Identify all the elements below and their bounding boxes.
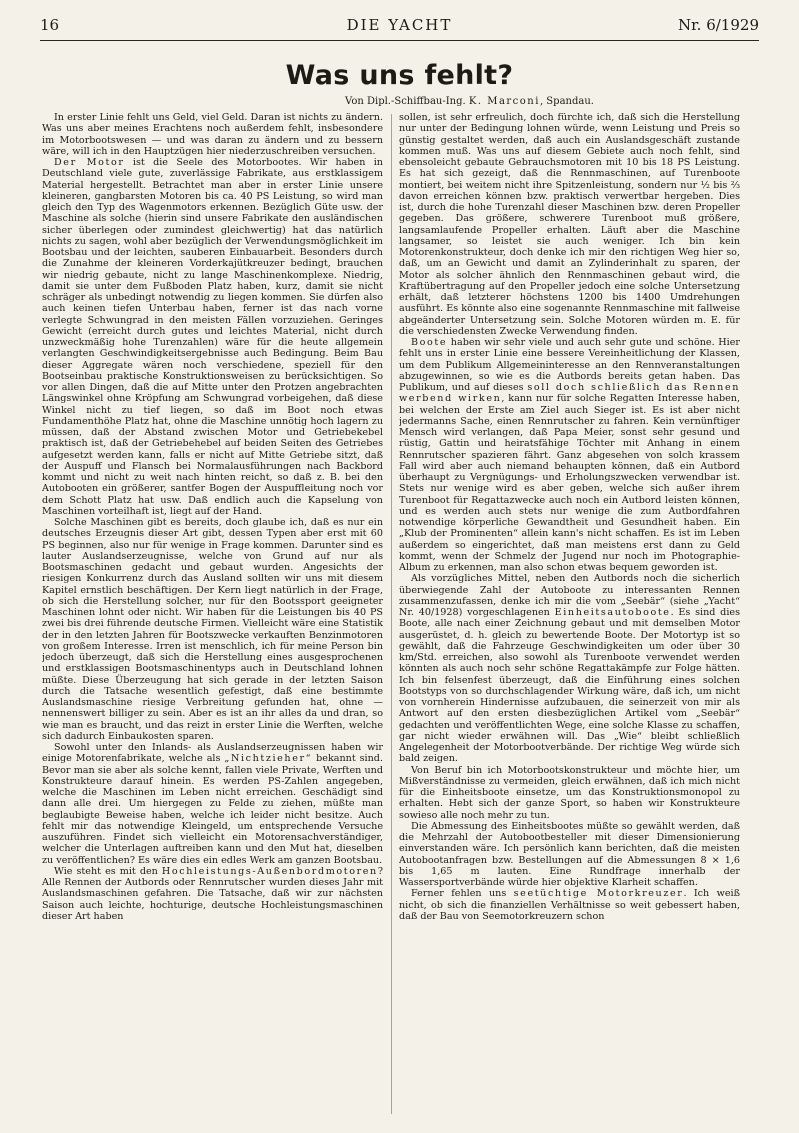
paragraph-text: sollen, ist sehr erfreulich, doch fürchte ich, daß sich die Herstellung nur unter der Bedingung lohnen würde, wenn Leistung und Preis so günstig gestaltet werden, daß auch ein Auslandsgeschäft zustande kommen muß. Was uns auf diesem Gebiete auch noch fehlt, sind ebensoleicht gebaute Gebrauchsmotoren mit 10 bis 18 PS Leistung. Es hat sich gezeigt, daß die Rennmaschinen, auf Turenboote montiert, bei weitem nicht ihre Spitzenleistung, sondern nur ½ bis ⅔ davon erreichen können bzw. praktisch verwertbar hergeben. Dies ist, durch die hohe Turenzahl dieser Maschinen bzw. deren Propeller gegeben. Das größere, schwerere Turenboot muß größere, langsamlaufende Propeller erhalten. Läuft aber die Maschine langsamer, so leistet sie auch weniger. Ich bin kein Motorenkonstrukteur, doch denke ich mir den richtigen Weg hier so, daß, um an Gewicht und damit an Zylinderinhalt zu sparen, der Motor als solcher ähnlich den Rennmaschinen gebaut wird, die Kraftübertragung auf den Propeller jedoch eine solche Untersetzung erhält, daß letzterer höchstens 1200 bis 1400 Umdrehungen ausführt. Es könnte also eine sogenannte Rennmaschine mit fallweise abgeänderter Untersetzung sein. Solche Motoren würden m. E. für die verschiedensten Zwecke Verwendung finden. [399, 112, 740, 337]
emphasized-text: Hochleistungs-Außenbordmotoren [161, 865, 378, 877]
page-number: 16 [40, 16, 60, 34]
page-header [40, 16, 759, 40]
paragraph [399, 765, 740, 821]
emphasized-text: Boote [411, 337, 448, 348]
emphasized-text: Einheitsautoboote [554, 607, 671, 618]
emphasized-text: „Nichtzieher“ [224, 753, 313, 765]
byline-prefix: Von Dipl.-Schiffbau-Ing. [345, 96, 469, 107]
left-column [42, 112, 383, 1114]
right-column [399, 112, 740, 1114]
paragraph-text: ist die Seele des Motorbootes. Wir haben in Deutschland viele gute, zuverlässige Fabrikate, aus erstklassigem Material hergestellt. Betrachtet man aber in erster Linie unsere kleineren, gangbarsten Motoren bis ca. 40 PS Leistung, so wird man gleich den Typ des Wagenmotors erkennen. Bezüglich Güte usw. der Maschine als solche (hierin sind unsere Fabrikate den ausländischen sicher überlegen oder zumindest gleichwertig) hat das natürlich nichts zu sagen, wohl aber bezüglich der Verwendungsmöglichkeit im Bootsbau und der leichten, sauberen Einbauarbeit. Besonders durch die Zunahme der kleineren Vorderkajütkreuzer bedingt, brauchen wir niedrig gebaute, nicht zu lange Maschinenkomplexe. Niedrig, damit sie unter dem Fußboden Platz haben, kurz, damit sie nicht schräger als unbedingt notwendig zu liegen kommen. Sie dürfen also auch keinen tiefen Unterbau haben, ferner ist das nach vorne verlegte Schwungrad in den meisten Fällen vorzuziehen. Geringes Gewicht (erreicht durch gutes und leichtes Material, nicht durch unzweckmäßig hohe Turenzahlen) wäre für die heute allgemein verlangten Geschwindigkeitsergebnisse auch Bedingung. Beim Bau dieser Aggregate wären noch verschiedene, speziell für den Bootseinbau praktische Konstruktionsweisen zu berücksichtigen. So vor allen Dingen, daß die auf Mitte unter den Protzen angebrachten Längswinkel ohne Kröpfung am Schwungrad vorbeigehen, daß diese Winkel nicht zu tief liegen, so daß im Boot noch etwas Fundamenthöhe Platz hat, ohne die Maschine unnötig hoch lagern zu müssen, daß der Abstand zwischen Motor und Getriebekebel praktisch ist, daß der Getriebehebel auf beiden Seiten des Getriebes aufgesetzt werden kann, falls er nicht auf Mitte Getriebe sitzt, daß der Auspuff und Flansch bei Normalausführungen nach Backbord kommt und nicht zu weit nach hinten reicht, so daß z. B. bei den Autobooten ein größerer, santfer Bogen der Auspuffleitung noch vor dem Schott Platz hat usw. Daß endlich auch die Kapselung von Maschinen vorteilhaft ist, liegt auf der Hand. [42, 157, 383, 517]
paragraph [42, 866, 383, 922]
running-title: DIE YACHT [346, 16, 453, 34]
article-title: Was uns fehlt? [285, 60, 514, 91]
paragraph [399, 888, 740, 922]
paragraph-text: haben wir sehr viele und auch sehr gute und schöne. Hier fehlt uns in erster Linie eine bessere Vereinheitlichung der Klassen, um dem Publikum Allgemeininteresse an den Rennveranstaltungen abzugewinnen, so wie es die Autbords bereits getan haben. Das Publikum, und auf dieses [399, 337, 740, 393]
paragraph-text: In erster Linie fehlt uns Geld, viel Geld. Daran ist nichts zu ändern. Was uns aber meines Erachtens noch außerdem fehlt, insbesondere im Motorbootswesen — und was daran zu ändern und zu bessern wäre, will ich in den Hauptzügen hier niederzuschreiben versuchen. [42, 112, 383, 157]
column-rule [391, 114, 392, 1114]
paragraph-text: Von Beruf bin ich Motorbootskonstrukteur und möchte hier, um Mißverständnisse zu vermeiden, gleich erwähnen, daß ich mich nicht für die Einheitsboote einsetze, um das Konstruktionsmonopol zu erhalten. Hebt sich der ganze Sport, so haben wir Konstrukteure sowieso alle noch mehr zu tun. [399, 764, 740, 821]
paragraph [42, 112, 383, 157]
paragraph [399, 573, 740, 764]
paragraph-text: ? Alle Rennen der Autbords oder Rennrutscher wurden dieses Jahr mit Auslandsmaschinen gefahren. Die Tatsache, daß wir zur nächsten Saison auch leichte, hochturige, deutsche Hochleistungsmaschinen dieser Art haben [42, 865, 383, 922]
issue-number: Nr. 6/1929 [678, 16, 759, 34]
byline [0, 96, 759, 107]
paragraph [42, 742, 383, 866]
paragraph-text: . Es sind dies Boote, alle nach einer Zeichnung gebaut und mit demselben Motor ausgerüstet, d. h. gleich zu bewertende Boote. Der Motortyp ist so gewählt, daß die Fahrzeuge Geschwindigkeiten um oder über 30 km/Std. erreichen, also sowohl als Turenboote verwendet werden könnten als auch noch sehr schöne Regattakämpfe zur Folge hätten. Ich bin felsenfest überzeugt, daß die Einführung eines solchen Bootstyps von so durchschlagender Wirkung wäre, daß ich, um nicht von vornherein Hindernisse aufzubauen, die seinerzeit von mir als Antwort auf den ersten diesbezüglichen Artikel vom „Seebär“ gedachten und veröffentlichten Wege, eine solche Klasse zu schaffen, gar nicht wieder erwähnen will. Das „Wie“ bleibt schließlich Angelegenheit der Motorbootverbände. Der richtige Weg würde sich bald zeigen. [399, 607, 740, 765]
paragraph [399, 821, 740, 889]
paragraph-text: Wie steht es mit den [54, 865, 162, 877]
byline-suffix: , Spandau. [539, 96, 594, 107]
emphasized-text: seetüchtige Motorkreuzer [513, 888, 684, 900]
paragraph-text: Sowohl unter den Inlands- als Auslandserzeugnissen haben wir einige Motorenfabrikate, welche als [42, 742, 383, 765]
paragraph-text: Ferner fehlen uns [411, 888, 514, 900]
header-rule [40, 40, 759, 41]
paragraph-text: Solche Maschinen gibt es bereits, doch glaube ich, daß es nur ein deutsches Erzeugnis dieser Art gibt, dessen Typen aber erst mit 60 PS beginnen, also nur für wenige in Frage kommen. Darunter sind es lauter Auslandserzeugnisse, welche von Grund auf nur als Bootsmaschinen gedacht und gebaut wurden. Angesichts der riesigen Konkurrenz durch das Ausland sollten wir uns mit diesem Kapitel ernstlich beschäftigen. Der Kern liegt natürlich in der Frage, ob sich die Herstellung solcher, nur für den Bootssport geeigneter Maschinen lohnt oder nicht. Wir haben für die Leistungen bis 40 PS zwei bis drei führende deutsche Firmen. Vielleicht wäre eine Statistik der in den letzten Jahren für Bootszwecke verkauften Benzinmotoren von großem Interesse. Irren ist menschlich, ich für meine Person bin jedoch überzeugt, daß sich die Herstellung eines ausgesprochenen und erstklassigen Bootsmaschinentyps auch in Deutschland lohnen müßte. Diese Überzeugung hat sich gerade in der letzten Saison durch die Tatsache wesentlich gefestigt, daß eine bestimmte Auslandsmaschine riesige Verbreitung gefunden hat, ohne — nennenswert billiger zu sein. Aber es ist an ihr alles da und dran, so wie man es braucht, und das reizt in erster Linie die Werften, welche sich dadurch Einbaukosten sparen. [42, 517, 383, 742]
paragraph [399, 337, 740, 573]
emphasized-text: soll doch schließlich das Rennen werbend wirken [399, 382, 740, 405]
paragraph [42, 517, 383, 742]
paragraph-text: , kann nur für solche Regatten Interesse haben, bei welchen der Erste am Ziel auch Sieger ist. Es ist aber nicht jedermanns Sache, einen Rennrutscher zu fahren. Kein vernünftiger Mensch wird verlangen, daß Papa Meier, sonst sehr gesund und rüstig, Gattin und heiratsfähige Töchter mit Anhang in einem Rennrutscher spazieren fährt. Ganz abgesehen von solch krassem Fall wird aber auch niemand behaupten können, daß ein Autbord überhaupt zu Vergnügungs- und Erholungszwecken verwendbar ist. Stets nur wenige wird es aber geben, welche sich außer ihrem Turenboot für Regattazwecke auch noch ein Autbord leisten können, und es werden auch stets nur wenige die zum Autbordfahren notwendige körperliche Gewandtheit und Gesundheit haben. Ein „Klub der Prominenten“ allein kann's nicht schaffen. Es ist im Leben außerdem so eingerichtet, daß man meistens erst dann zu Geld kommt, wenn der Schmelz der Jugend nur noch im Photographie-Album zu erkennen, man also schon etwas bequem geworden ist. [399, 393, 740, 573]
paragraph-text: . Ich weiß nicht, ob sich die finanziellen Verhältnisse so weit gebessert haben, daß der Bau von Seemotorkreuzern schon [399, 888, 740, 922]
emphasized-text: Der Motor [54, 157, 125, 168]
paragraph [42, 157, 383, 517]
paragraph-text: bekannt sind. Bevor man sie aber als solche kennt, fallen viele Private, Werften und Konstrukteure darauf hinein. Es werden PS-Zahlen angegeben, welche die Maschinen im Leben nicht erreichen. Geschädigt sind dann alle drei. Um hiergegen zu Felde zu ziehen, müßte man beglaubigte Beweise haben, welche ich leider nicht besitze. Auch fehlt mir das notwendige Kleingeld, um entsprechende Versuche auszuführen. Findet sich vielleicht ein Motorensachverständiger, welcher die Unterlagen auftreiben kann und den Mut hat, dieselben zu veröffentlichen? Es wäre dies ein edles Werk am ganzen Bootsbau. [42, 753, 383, 866]
paragraph-text: Die Abmessung des Einheitsbootes müßte so gewählt werden, daß die Mehrzahl der Autobootbesteller mit dieser Dimensionierung einverstanden wäre. Ich persönlich kann berichten, daß die meisten Autobootanfragen bzw. Bestellungen auf die Abmessungen 8 × 1,6 bis 1,65 m lauten. Eine Rundfrage innerhalb der Wassersportverbände würde hier objektive Klarheit schaffen. [399, 820, 740, 888]
paragraph [399, 112, 740, 337]
author-name: K. Marconi [468, 96, 540, 107]
paragraph-text: Als vorzügliches Mittel, neben den Autbords noch die sicherlich überwiegende Zahl der Autoboote zu interessanten Rennen zusammenzufassen, denke ich mir die vom „Seebär“ (siehe „Yacht“ Nr. 40/1928) vorgeschlagenen [399, 573, 740, 618]
